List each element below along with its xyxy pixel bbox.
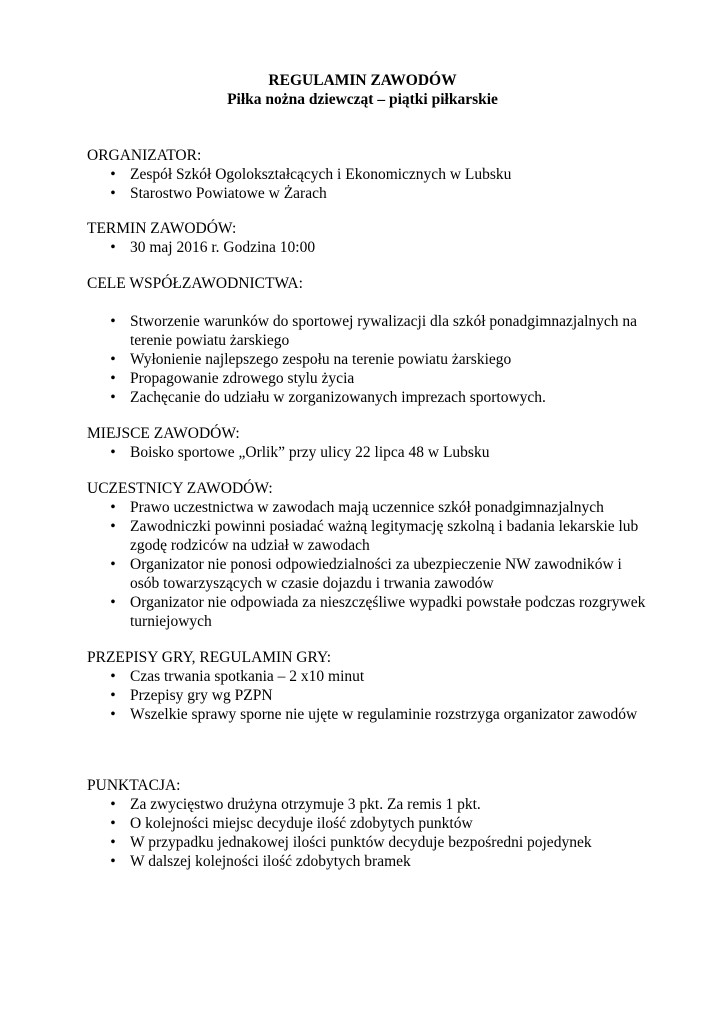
bullet-icon: • bbox=[110, 499, 116, 516]
list-item bbox=[87, 388, 647, 407]
list-item-text: Zawodniczki powinni posiadać ważną legitymację szkolną i badania lekarskie lub zgodę rodziców na udział w zawodach bbox=[130, 518, 639, 554]
list-item-text: W przypadku jednakowej ilości punktów decyduje bezpośredni pojedynek bbox=[130, 834, 592, 851]
bullet-icon: • bbox=[110, 594, 116, 611]
section-organizer bbox=[87, 146, 647, 203]
list-item bbox=[87, 795, 647, 814]
list-item bbox=[87, 833, 647, 852]
bullet-icon: • bbox=[110, 556, 116, 573]
list-item-text: O kolejności miejsc decyduje ilość zdobytych punktów bbox=[130, 815, 473, 832]
list-item bbox=[87, 165, 647, 184]
list-item-text: Starostwo Powiatowe w Żarach bbox=[130, 185, 327, 202]
list-item bbox=[87, 369, 647, 388]
bullet-icon: • bbox=[110, 706, 116, 723]
list-item-text: Prawo uczestnictwa w zawodach mają uczennice szkół ponadgimnazjalnych bbox=[130, 499, 604, 516]
list-item bbox=[87, 238, 647, 257]
bullet-icon: • bbox=[110, 796, 116, 813]
section-heading: TERMIN ZAWODÓW: bbox=[87, 220, 237, 237]
bullet-list bbox=[87, 667, 647, 724]
bullet-icon: • bbox=[110, 166, 116, 183]
document-title: REGULAMIN ZAWODÓW bbox=[268, 72, 457, 89]
bullet-icon: • bbox=[110, 351, 116, 368]
list-item-text: Stworzenie warunków do sportowej rywalizacji dla szkół ponadgimnazjalnych na terenie powiatu żarskiego bbox=[130, 313, 638, 349]
list-item bbox=[87, 705, 647, 724]
list-item bbox=[87, 350, 647, 369]
bullet-list bbox=[87, 238, 647, 257]
section-venue bbox=[87, 424, 647, 462]
bullet-list bbox=[87, 498, 647, 631]
list-item-text: Organizator nie ponosi odpowiedzialności za ubezpieczenie NW zawodników i osób towarzyszących w czasie dojazdu i trwania zawodów bbox=[130, 556, 622, 592]
list-item bbox=[87, 686, 647, 705]
list-item-text: Zespół Szkół Ogolokształcących i Ekonomicznych w Lubsku bbox=[130, 166, 512, 183]
list-item bbox=[87, 498, 647, 517]
bullet-icon: • bbox=[110, 687, 116, 704]
list-item bbox=[87, 667, 647, 686]
section-date bbox=[87, 219, 647, 257]
list-item bbox=[87, 814, 647, 833]
section-goals bbox=[87, 274, 647, 407]
bullet-list bbox=[87, 165, 647, 203]
bullet-icon: • bbox=[110, 444, 116, 461]
bullet-list bbox=[87, 795, 647, 871]
section-heading: PUNKTACJA: bbox=[87, 777, 181, 794]
bullet-icon: • bbox=[110, 370, 116, 387]
bullet-icon: • bbox=[110, 389, 116, 406]
section-heading: ORGANIZATOR: bbox=[87, 147, 202, 164]
list-item-text: Czas trwania spotkania – 2 x10 minut bbox=[130, 668, 365, 685]
document-subtitle: Piłka nożna dziewcząt – piątki piłkarskie bbox=[227, 91, 498, 108]
list-item bbox=[87, 517, 647, 555]
section-rules bbox=[87, 648, 647, 724]
bullet-list bbox=[87, 443, 647, 462]
list-item-text: Przepisy gry wg PZPN bbox=[130, 687, 273, 704]
section-heading: UCZESTNICY ZAWODÓW: bbox=[87, 480, 273, 497]
section-heading: MIEJSCE ZAWODÓW: bbox=[87, 425, 240, 442]
list-item bbox=[87, 555, 647, 593]
list-item bbox=[87, 443, 647, 462]
list-item-text: Wszelkie sprawy sporne nie ujęte w regulaminie rozstrzyga organizator zawodów bbox=[130, 706, 638, 723]
list-item-text: Zachęcanie do udziału w zorganizowanych imprezach sportowych. bbox=[130, 389, 546, 406]
section-heading: PRZEPISY GRY, REGULAMIN GRY: bbox=[87, 649, 332, 666]
list-item-text: Wyłonienie najlepszego zespołu na terenie powiatu żarskiego bbox=[130, 351, 512, 368]
list-item-text: Boisko sportowe „Orlik” przy ulicy 22 lipca 48 w Lubsku bbox=[130, 444, 490, 461]
list-item bbox=[87, 852, 647, 871]
list-item-text: Organizator nie odpowiada za nieszczęśliwe wypadki powstałe podczas rozgrywek turniejowych bbox=[130, 594, 646, 630]
bullet-icon: • bbox=[110, 815, 116, 832]
bullet-icon: • bbox=[110, 834, 116, 851]
bullet-icon: • bbox=[110, 313, 116, 330]
bullet-list bbox=[87, 312, 647, 407]
list-item-text: Za zwycięstwo drużyna otrzymuje 3 pkt. Za remis 1 pkt. bbox=[130, 796, 481, 813]
list-item bbox=[87, 312, 647, 350]
section-participants bbox=[87, 479, 647, 631]
list-item-text: 30 maj 2016 r. Godzina 10:00 bbox=[130, 239, 316, 256]
list-item bbox=[87, 184, 647, 203]
bullet-icon: • bbox=[110, 239, 116, 256]
list-item bbox=[87, 593, 647, 631]
list-item-text: W dalszej kolejności ilość zdobytych bramek bbox=[130, 853, 411, 870]
bullet-icon: • bbox=[110, 853, 116, 870]
bullet-icon: • bbox=[110, 668, 116, 685]
bullet-icon: • bbox=[110, 185, 116, 202]
list-item-text: Propagowanie zdrowego stylu życia bbox=[130, 370, 355, 387]
bullet-icon: • bbox=[110, 518, 116, 535]
section-heading: CELE WSPÓŁZAWODNICTWA: bbox=[87, 275, 303, 292]
section-scoring bbox=[87, 776, 647, 871]
